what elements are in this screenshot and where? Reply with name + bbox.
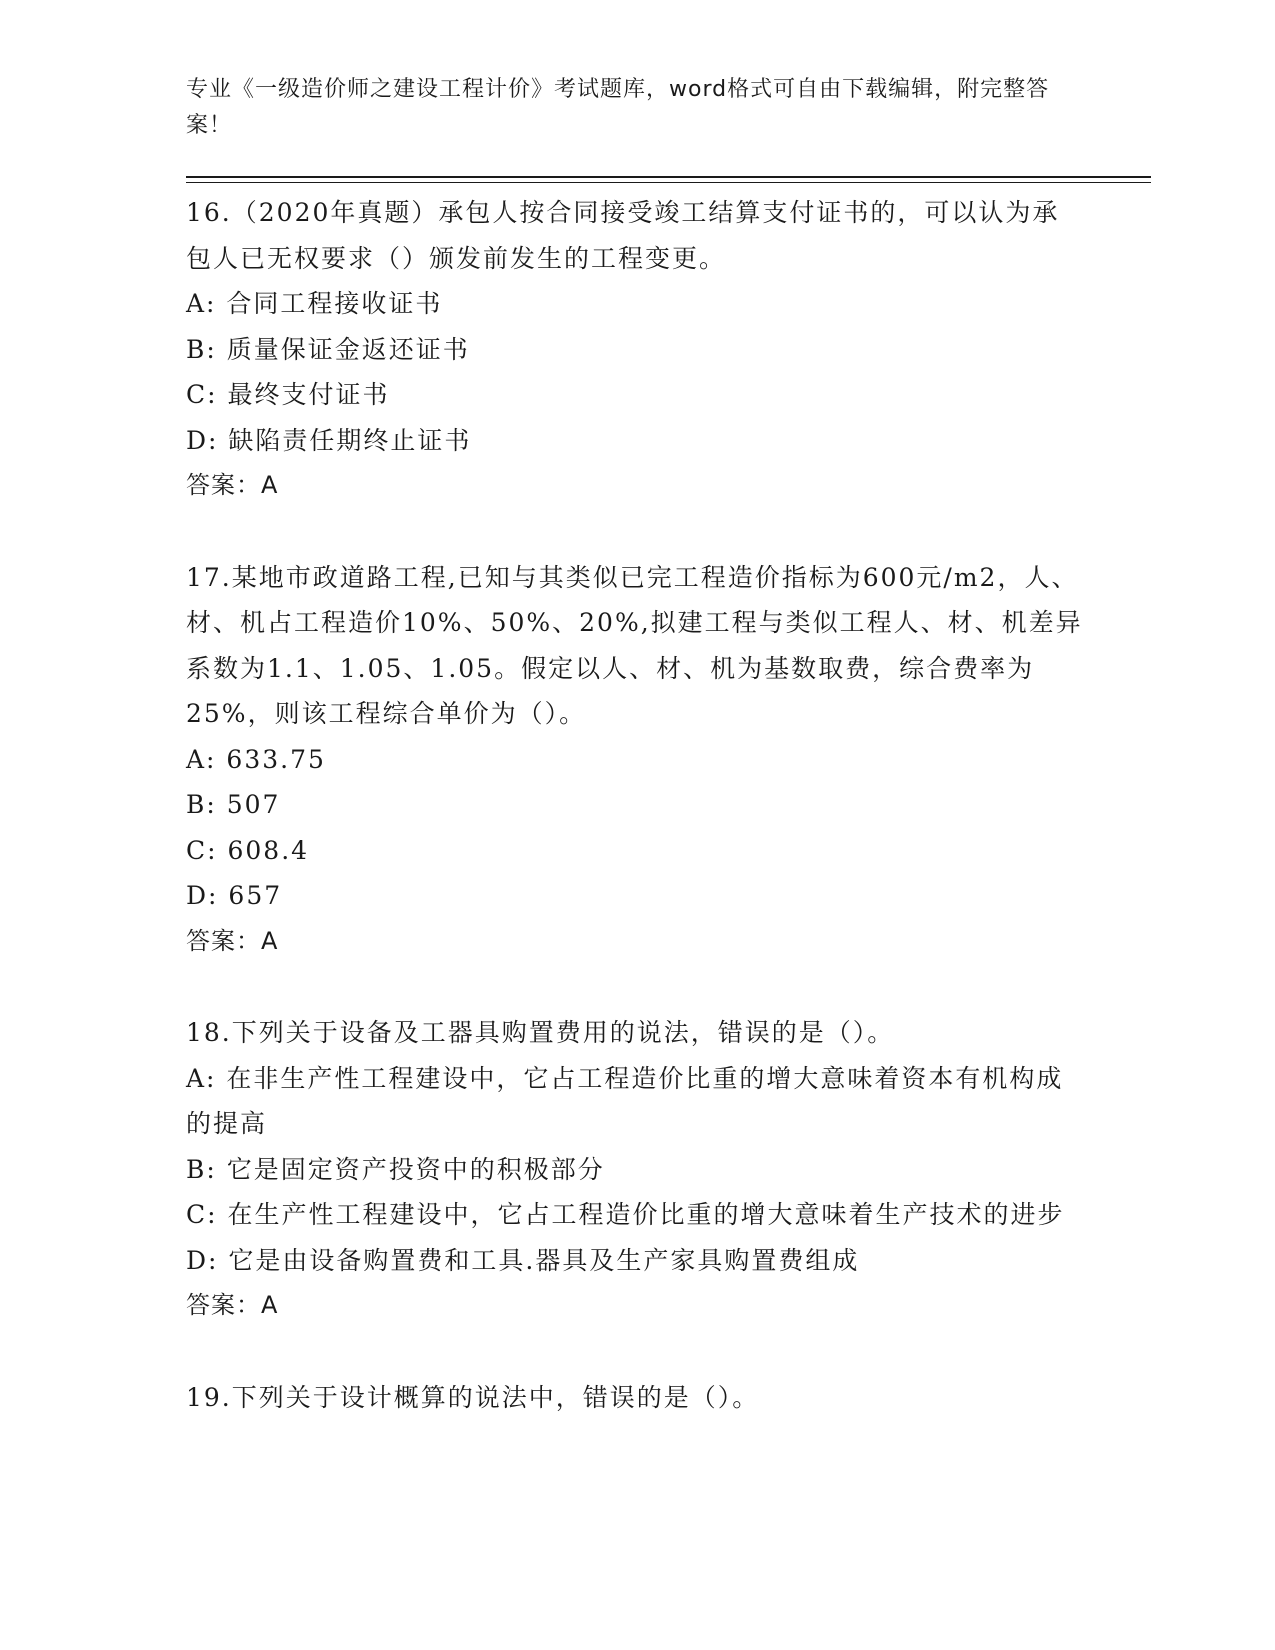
question-stem: 16.（2020年真题）承包人按合同接受竣工结算支付证书的，可以认为承包人已无权要求（）颁发前发生的工程变更。 bbox=[186, 198, 1060, 273]
option-b: B: 它是固定资产投资中的积极部分 bbox=[186, 1154, 605, 1184]
option-d: D: 缺陷责任期终止证书 bbox=[186, 425, 472, 455]
option-b: B: 507 bbox=[186, 790, 281, 819]
question-17 bbox=[186, 555, 1086, 965]
option-c: C: 608.4 bbox=[186, 835, 310, 865]
question-16 bbox=[186, 190, 1086, 509]
option-d: D: 它是由设备购置费和工具.器具及生产家具购置费组成 bbox=[186, 1245, 860, 1275]
answer-line: 答案：A bbox=[186, 1291, 279, 1319]
option-b: B: 质量保证金返还证书 bbox=[186, 334, 470, 364]
answer-line: 答案：A bbox=[186, 926, 279, 955]
question-18 bbox=[186, 1010, 1086, 1329]
answer-line: 答案：A bbox=[186, 471, 279, 499]
question-stem: 17.某地市政道路工程,已知与其类似已完工程造价指标为600元/m2，人、材、机占工程造价10%、50%、20%,拟建工程与类似工程人、材、机差异系数为1.1、1.05、1.05。假定以人、材、机为基数取费，综合费率为25%，则该工程综合单价为（）。 bbox=[186, 562, 1083, 728]
option-a: A: 合同工程接收证书 bbox=[186, 289, 443, 318]
question-stem: 19.下列关于设计概算的说法中，错误的是（）。 bbox=[186, 1382, 760, 1412]
question-19 bbox=[186, 1375, 1086, 1421]
header-rule-thin bbox=[186, 182, 1151, 183]
option-c: C: 在生产性工程建设中，它占工程造价比重的增大意味着生产技术的进步 bbox=[186, 1200, 1065, 1229]
question-stem: 18.下列关于设备及工器具购置费用的说法，错误的是（）。 bbox=[186, 1018, 895, 1047]
header-rule-thick bbox=[186, 176, 1151, 178]
option-c: C: 最终支付证书 bbox=[186, 380, 390, 409]
option-a: A: 在非生产性工程建设中，它占工程造价比重的增大意味着资本有机构成的提高 bbox=[186, 1063, 1064, 1138]
option-a: A: 633.75 bbox=[186, 744, 326, 774]
option-d: D: 657 bbox=[186, 881, 283, 910]
question-list bbox=[186, 190, 1086, 1466]
document-header: 专业《一级造价师之建设工程计价》考试题库，word格式可自由下载编辑，附完整答案！ bbox=[186, 77, 1050, 138]
